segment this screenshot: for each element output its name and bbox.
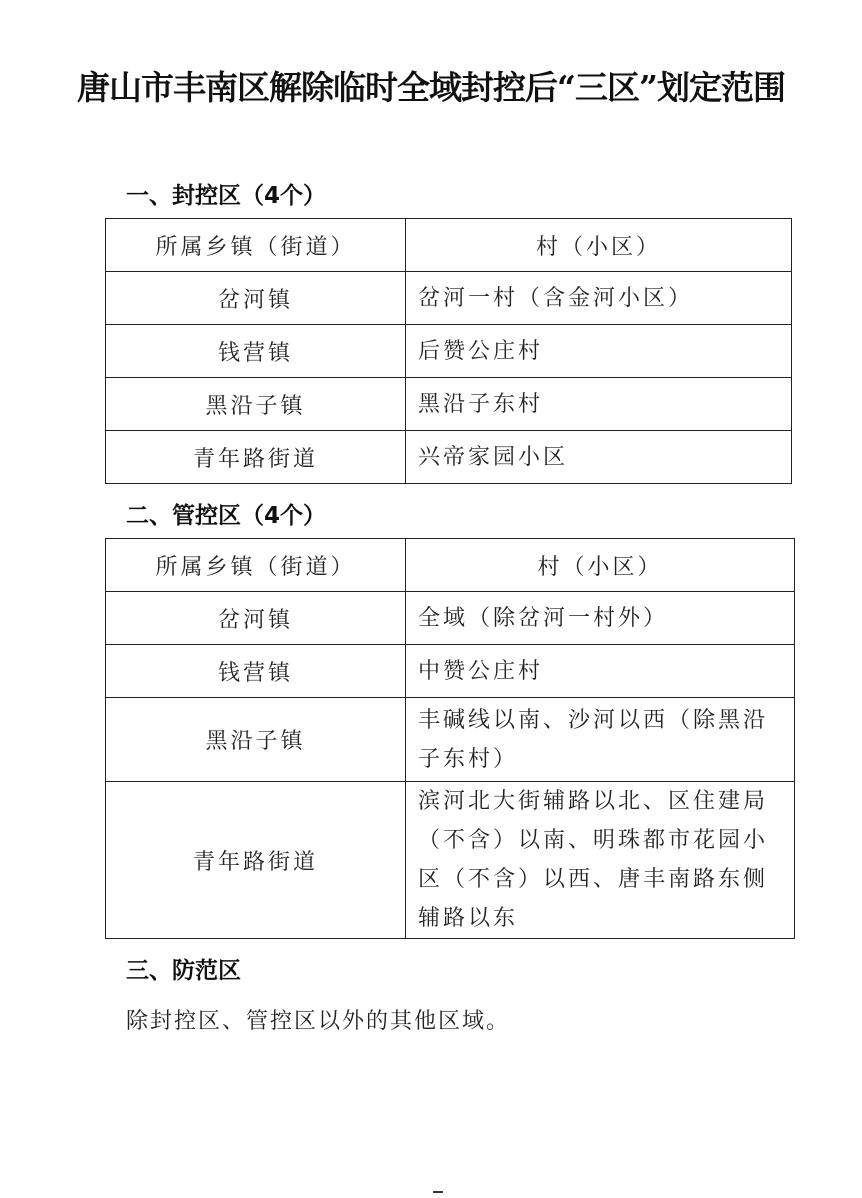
village-cell: 丰碱线以南、沙河以西（除黑沿子东村） xyxy=(406,698,795,782)
table-row xyxy=(106,782,795,939)
lockdown-zone-heading: 一、封控区（4个） xyxy=(126,183,327,209)
column-header-town: 所属乡镇（街道） xyxy=(106,219,406,272)
column-header-village: 村（小区） xyxy=(406,219,792,272)
town-cell: 黑沿子镇 xyxy=(106,378,406,431)
town-cell: 岔河镇 xyxy=(106,592,406,645)
town-cell: 黑沿子镇 xyxy=(106,698,406,782)
prevention-zone-heading: 三、防范区 xyxy=(126,958,241,984)
table-row xyxy=(106,378,792,431)
page-number-mark xyxy=(433,1191,443,1193)
table-header-row xyxy=(106,539,795,592)
town-cell: 钱营镇 xyxy=(106,325,406,378)
lockdown-zone-table xyxy=(105,218,792,484)
column-header-town: 所属乡镇（街道） xyxy=(106,539,406,592)
table-row xyxy=(106,431,792,484)
town-cell: 钱营镇 xyxy=(106,645,406,698)
table-row xyxy=(106,272,792,325)
prevention-zone-text: 除封控区、管控区以外的其他区域。 xyxy=(126,1009,511,1034)
village-cell: 黑沿子东村 xyxy=(406,378,792,431)
table-row xyxy=(106,325,792,378)
town-cell: 岔河镇 xyxy=(106,272,406,325)
table-row xyxy=(106,698,795,782)
village-cell: 滨河北大街辅路以北、区住建局（不含）以南、明珠都市花园小区（不含）以西、唐丰南路东侧辅路以东 xyxy=(406,782,795,939)
village-cell: 岔河一村（含金河小区） xyxy=(406,272,792,325)
column-header-village: 村（小区） xyxy=(406,539,795,592)
village-cell: 中赞公庄村 xyxy=(406,645,795,698)
control-zone-table xyxy=(105,538,795,939)
table-row xyxy=(106,592,795,645)
village-cell: 兴帝家园小区 xyxy=(406,431,792,484)
town-cell: 青年路街道 xyxy=(106,431,406,484)
page-title: 唐山市丰南区解除临时全域封控后“三区”划定范围 xyxy=(77,68,785,107)
village-cell: 全域（除岔河一村外） xyxy=(406,592,795,645)
village-cell: 后赞公庄村 xyxy=(406,325,792,378)
control-zone-heading: 二、管控区（4个） xyxy=(126,503,327,529)
table-header-row xyxy=(106,219,792,272)
table-row xyxy=(106,645,795,698)
town-cell: 青年路街道 xyxy=(106,782,406,939)
